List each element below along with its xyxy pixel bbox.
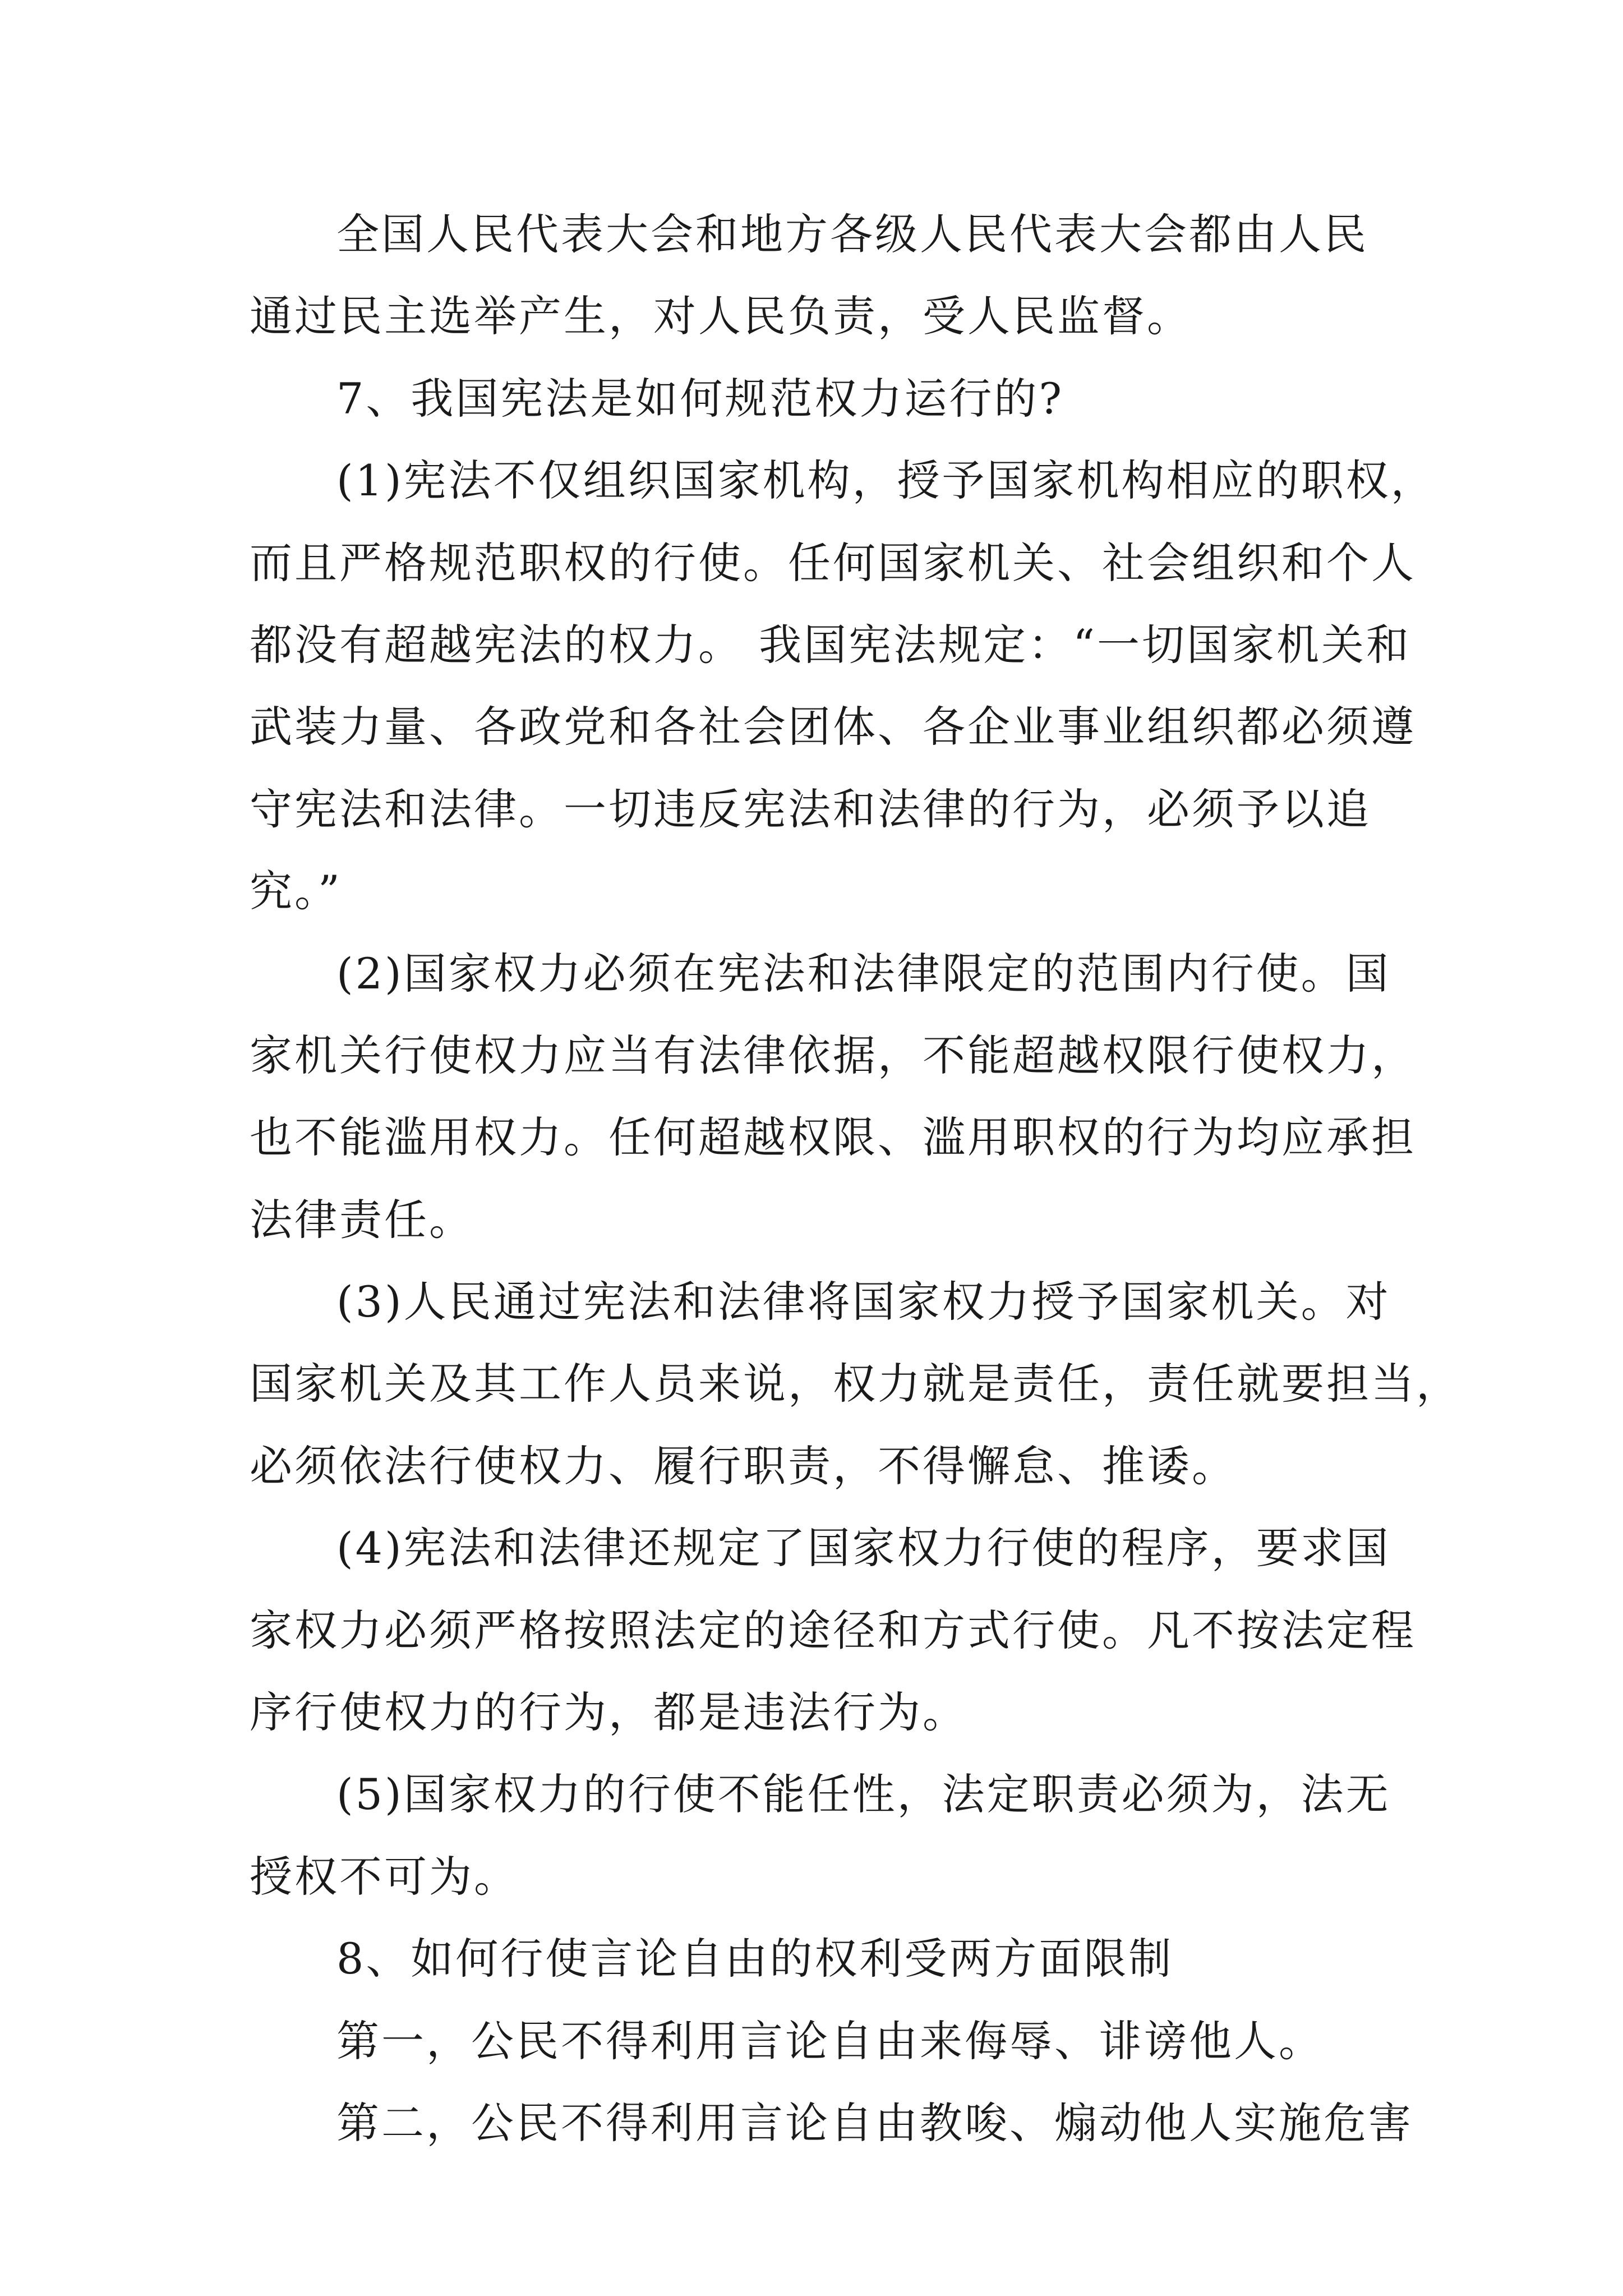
text-line: 守宪法和法律。一切违反宪法和法律的行为，必须予以追: [250, 784, 1371, 834]
text-line: 都没有超越宪法的权力。 我国宪法规定：“一切国家机关和: [250, 619, 1412, 670]
text-line: 也不能滥用权力。任何超越权限、滥用职权的行为均应承担: [250, 1112, 1416, 1163]
text-line: (1)宪法不仅组织国家机构，授予国家机构相应的职权，: [336, 455, 1436, 506]
text-line: 授权不可为。: [250, 1851, 519, 1902]
text-line: 序行使权力的行为，都是违法行为。: [250, 1687, 967, 1738]
text-line: 通过民主选举产生，对人民负责，受人民监督。: [250, 291, 1192, 342]
text-line: 武装力量、各政党和各社会团体、各企业事业组织都必须遵: [250, 702, 1416, 752]
text-line: 法律责任。: [250, 1194, 474, 1245]
text-line: 必须依法行使权力、履行职责，不得懈怠、推诿。: [250, 1441, 1237, 1491]
text-line: (4)宪法和法律还规定了国家权力行使的程序，要求国: [336, 1523, 1391, 1573]
text-line: (5)国家权力的行使不能任性，法定职责必须为，法无: [336, 1769, 1391, 1820]
text-line: 究。”: [250, 866, 342, 917]
text-line: 全国人民代表大会和地方各级人民代表大会都由人民: [336, 209, 1368, 259]
text-line: 家权力必须严格按照法定的途径和方式行使。凡不按法定程: [250, 1605, 1416, 1655]
document-body: [250, 206, 1461, 2151]
text-line: 第二，公民不得利用言论自由教唆、煽动他人实施危害: [336, 2097, 1413, 2148]
text-line: (2)国家权力必须在宪法和法律限定的范围内行使。国: [336, 948, 1391, 999]
text-line: 国家机关及其工作人员来说，权力就是责任，责任就要担当，: [250, 1359, 1461, 1409]
text-line: 第一，公民不得利用言论自由来侮辱、诽谤他人。: [336, 2016, 1324, 2066]
text-line: (3)人民通过宪法和法律将国家权力授予国家机关。对: [336, 1277, 1391, 1327]
text-line: 而且严格规范职权的行使。任何国家机关、社会组织和个人: [250, 537, 1416, 588]
question-heading: 7、我国宪法是如何规范权力运行的?: [336, 373, 1064, 424]
text-line: 家机关行使权力应当有法律依据，不能超越权限行使权力，: [250, 1030, 1416, 1080]
question-heading: 8、如何行使言论自由的权利受两方面限制: [336, 1934, 1174, 1984]
